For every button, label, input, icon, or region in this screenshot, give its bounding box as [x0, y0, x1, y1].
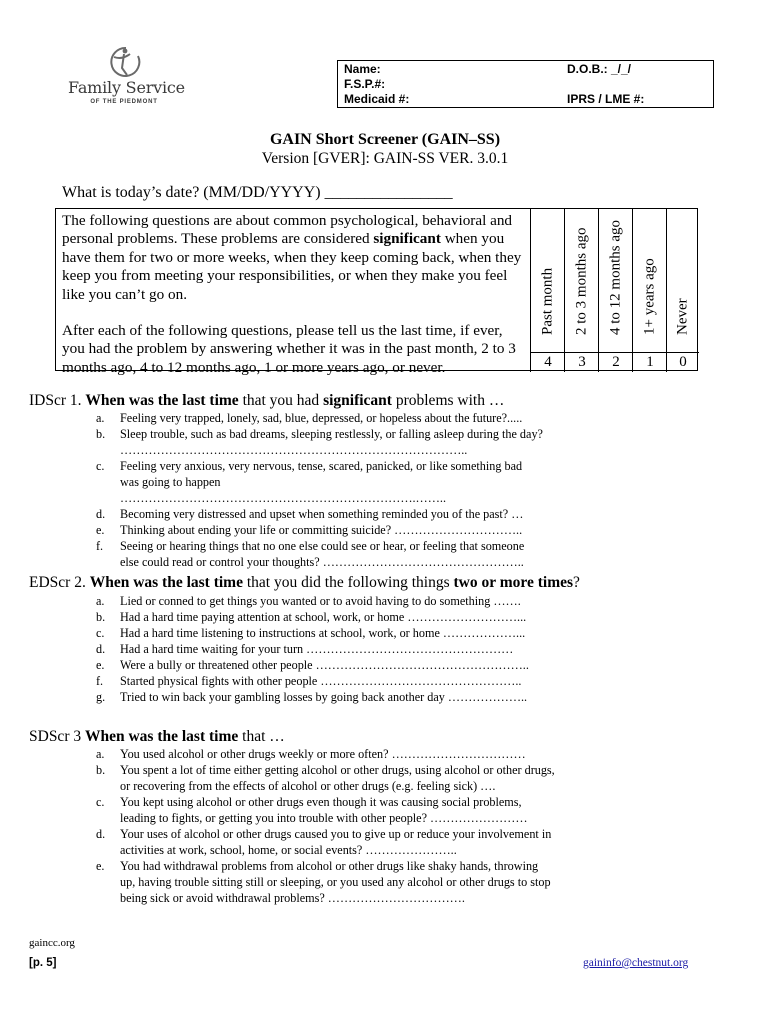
- client-id-box: [337, 60, 714, 108]
- footer-email-link[interactable]: gaininfo@chestnut.org: [583, 957, 689, 969]
- page-title: GAIN Short Screener (GAIN–SS): [269, 131, 501, 148]
- column-value: 2: [599, 352, 633, 372]
- list-item[interactable]: c. You kept using alcohol or other drugs even though it was causing social problems, leading to fights, or getting you into trouble with other people? ……………………: [96, 795, 528, 825]
- column-label: 4 to 12 months ago: [607, 220, 624, 335]
- list-item[interactable]: e. Thinking about ending your life or committing suicide? …………………………..: [96, 523, 523, 537]
- column-never: [666, 209, 698, 372]
- page-number: [p. 5]: [29, 957, 57, 969]
- column-2-3-months: [564, 209, 598, 372]
- list-item[interactable]: d. Becoming very distressed and upset when something reminded you of the past? …: [96, 507, 524, 521]
- list-item[interactable]: b. You spent a lot of time either getting alcohol or other drugs, using alcohol or other drugs, or recovering from the effects of alcohol or other drugs (e.g. feeling sick) ….: [96, 763, 555, 793]
- column-4-12-months: [598, 209, 632, 372]
- list-item[interactable]: a. You used alcohol or other drugs weekly or more often? ……………………………: [96, 747, 526, 761]
- list-item[interactable]: b. Sleep trouble, such as bad dreams, sleeping restlessly, or falling asleep during the day? …………………………………………………………………………..: [96, 427, 543, 457]
- section-idscr-items: [96, 410, 544, 570]
- list-item[interactable]: b. Had a hard time paying attention at school, work, or home ………………………...: [96, 610, 527, 624]
- intro-text: [62, 212, 524, 377]
- family-service-logo: [68, 44, 185, 112]
- iprs-field[interactable]: IPRS / LME #:: [567, 92, 645, 106]
- column-label: 1+ years ago: [641, 258, 658, 335]
- list-item[interactable]: c. Had a hard time listening to instructions at school, work, or home ………………...: [96, 626, 526, 640]
- column-value: 1: [633, 352, 667, 372]
- list-item[interactable]: a. Lied or conned to get things you wanted or to avoid having to do something …….: [96, 594, 521, 608]
- list-item[interactable]: d. Your uses of alcohol or other drugs caused you to give up or reduce your involvement in activities at work, school, home, or social events? …………………..: [96, 827, 552, 857]
- logo-brand-text: Family Service: [68, 78, 185, 97]
- section-edscr-items: [96, 593, 556, 705]
- column-label: Past month: [539, 267, 556, 335]
- footer-site: gaincc.org: [29, 937, 75, 949]
- dob-field[interactable]: D.O.B.: _/_/: [567, 62, 632, 76]
- list-item[interactable]: f. Seeing or hearing things that no one else could see or hear, or feeling that someone else could read or control your thoughts? …………………………………………..: [96, 539, 525, 569]
- logo-sub-text: OF THE PIEDMONT: [90, 99, 158, 105]
- column-label: Never: [674, 298, 691, 335]
- column-1-plus-years: [632, 209, 666, 372]
- column-value: 3: [565, 352, 599, 372]
- section-sdscr-items: [96, 746, 556, 906]
- column-label: 2 to 3 months ago: [573, 227, 590, 335]
- list-item[interactable]: e. You had withdrawal problems from alcohol or other drugs like shaky hands, throwing up, having trouble sitting still or sleeping, or you used any alcohol or other drugs to stop being sick or avoid withdrawal problems? …………………………….: [96, 859, 551, 905]
- column-past-month: [530, 209, 564, 372]
- section-edscr-heading: EDScr 2. When was the last time that you did the following things two or more times?: [29, 574, 580, 591]
- fsp-field[interactable]: F.S.P.#:: [344, 77, 386, 91]
- section-sdscr-heading: SDScr 3 When was the last time that …: [29, 728, 285, 745]
- list-item[interactable]: g. Tried to win back your gambling losses by going back another day ………………..: [96, 690, 528, 704]
- section-idscr-heading: IDScr 1. When was the last time that you had significant problems with …: [29, 392, 505, 409]
- intro-paragraph-2: After each of the following questions, please tell us the last time, if ever, you had the problem by answering whether it was in the past month, 2 to 3 months ago, 4 to 12 months ago, 1 or more years ago, or never.: [62, 322, 516, 376]
- medicaid-field[interactable]: Medicaid #:: [344, 92, 410, 106]
- date-question[interactable]: What is today’s date? (MM/DD/YYYY) ________________: [62, 184, 453, 201]
- column-value: 0: [667, 352, 699, 372]
- list-item[interactable]: f. Started physical fights with other people …………………………………………..: [96, 674, 522, 688]
- list-item[interactable]: d. Had a hard time waiting for your turn ……………………………………………: [96, 642, 514, 656]
- list-item[interactable]: c. Feeling very anxious, very nervous, tense, scared, panicked, or like something bad was going to happen ……………………………………………………………….……..: [96, 459, 523, 505]
- name-field[interactable]: Name:: [344, 62, 381, 76]
- list-item[interactable]: a. Feeling very trapped, lonely, sad, blue, depressed, or hopeless about the future?.....: [96, 411, 523, 425]
- response-scale-table: [55, 208, 698, 376]
- column-value: 4: [531, 352, 565, 372]
- figure-logo-icon: [102, 44, 146, 80]
- list-item[interactable]: e. Were a bully or threatened other people ……………………………………………..: [96, 658, 529, 672]
- intro-paragraph-1: The following questions are about common psychological, behavioral and personal problems. These problems are considered significant when you have them for two or more weeks, when they keep coming back, when they keep you from meeting your responsibilities, or when they make you feel like you can’t go on.: [62, 212, 522, 303]
- version-line: Version [GVER]: GAIN-SS VER. 3.0.1: [261, 150, 509, 167]
